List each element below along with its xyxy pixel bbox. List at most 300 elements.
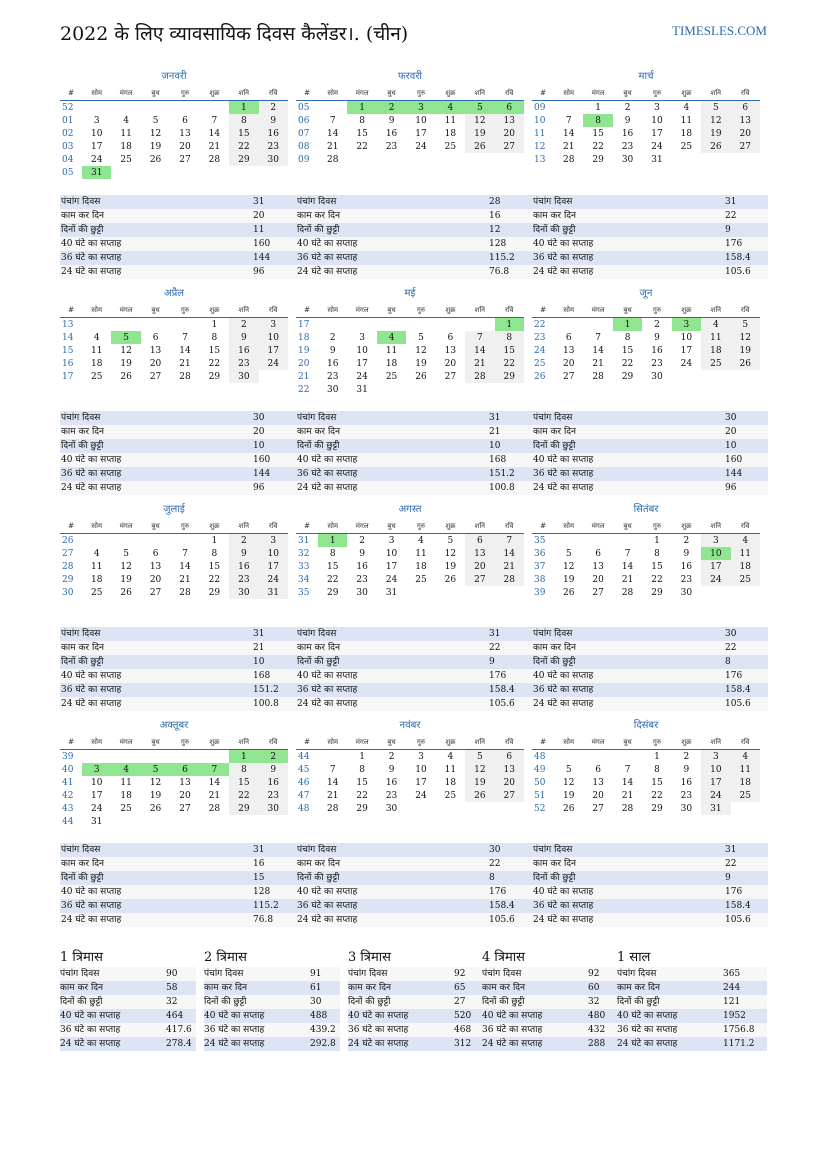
summary-row — [60, 1023, 196, 1037]
stat-row — [60, 265, 296, 279]
stat-row — [60, 641, 296, 655]
stat-row — [296, 913, 532, 927]
weekday-header: गुरु — [642, 519, 671, 534]
stat-label: पंचांग दिवस — [61, 413, 101, 423]
summary-value: 27 — [454, 997, 466, 1007]
day-cell: 27 — [179, 154, 191, 165]
empty-cell — [495, 383, 524, 396]
summary-row — [348, 967, 484, 981]
stat-label: 40 घंटे का सप्ताह — [533, 887, 594, 897]
stat-row — [296, 251, 532, 265]
stat-value: 10 — [253, 657, 265, 667]
month-stats — [296, 843, 532, 927]
day-cell: 19 — [149, 790, 162, 801]
day-cell: 26 — [562, 587, 575, 598]
weekend-day: 10 — [259, 547, 288, 560]
week-row — [60, 318, 288, 332]
stat-row — [296, 697, 532, 711]
stat-value: 158.4 — [725, 901, 751, 911]
empty-cell — [141, 101, 170, 115]
week-number: 32 — [296, 547, 318, 560]
summary-value: 278.4 — [166, 1039, 192, 1049]
month-calendar — [60, 70, 288, 179]
site-link[interactable]: TIMESLES.COM — [672, 23, 767, 38]
weekend-day: 27 — [495, 789, 524, 802]
weekend-day: 29 — [229, 802, 258, 815]
empty-cell — [731, 370, 760, 383]
summary-row — [348, 1009, 484, 1023]
day-cell: 26 — [120, 371, 132, 382]
summary-label: दिनों की छुट्टी — [204, 997, 247, 1007]
day-cell: 7 — [624, 548, 631, 559]
stat-label: काम कर दिन — [61, 211, 105, 221]
weekend-day: 7 — [495, 534, 524, 548]
day-cell: 21 — [621, 790, 634, 801]
stat-row — [532, 453, 768, 467]
day-cell: 11 — [120, 128, 132, 139]
day-cell: 9 — [359, 548, 365, 559]
week-row — [532, 802, 760, 815]
empty-cell — [229, 815, 258, 828]
stat-row — [532, 439, 768, 453]
summary-row — [60, 967, 196, 981]
stat-value: 16 — [489, 211, 501, 221]
weekday-header: शनि — [701, 519, 730, 534]
day-cell: 2 — [683, 535, 690, 546]
week-row — [60, 789, 288, 802]
week-row — [296, 101, 524, 115]
month-name: अप्रैल — [163, 288, 185, 299]
weekday-header: बुध — [377, 519, 406, 534]
empty-cell — [731, 586, 760, 599]
stat-value: 10 — [489, 441, 501, 451]
summary-title: 2 त्रिमास — [204, 950, 247, 965]
day-cell: 29 — [621, 371, 634, 382]
day-cell: 3 — [654, 102, 660, 113]
weekday-header-row — [60, 519, 288, 534]
weekday-header: बुध — [141, 86, 170, 101]
weekend-day: 5 — [465, 750, 494, 764]
summary-row — [60, 995, 196, 1009]
stat-label: 36 घंटे का सप्ताह — [297, 901, 358, 911]
stat-value: 31 — [725, 197, 737, 207]
empty-cell — [406, 318, 435, 332]
weekend-day: 16 — [259, 127, 288, 140]
stat-value: 30 — [725, 413, 737, 423]
stat-label: 24 घंटे का सप्ताह — [533, 915, 594, 925]
day-cell: 11 — [90, 561, 103, 572]
week-row — [60, 763, 288, 776]
weekend-day: 3 — [701, 534, 730, 548]
weekday-header-row — [60, 735, 288, 750]
stat-row — [532, 209, 768, 223]
summary-value: 30 — [310, 997, 322, 1007]
stat-row — [296, 425, 532, 439]
day-cell: 28 — [326, 803, 339, 814]
weekday-header-row — [296, 519, 524, 534]
stat-value: 9 — [725, 225, 731, 235]
day-cell: 18 — [90, 358, 103, 369]
day-cell: 20 — [592, 790, 604, 801]
week-number: 16 — [60, 357, 82, 370]
week-row — [296, 547, 524, 560]
day-cell: 13 — [592, 777, 604, 788]
empty-cell — [436, 153, 465, 166]
weekday-header: सोम — [318, 519, 347, 534]
stat-row — [60, 411, 296, 425]
stat-label: 36 घंटे का सप्ताह — [533, 901, 594, 911]
week-number: 05 — [60, 166, 82, 179]
stat-row — [60, 683, 296, 697]
stat-row — [296, 899, 532, 913]
weekend-day: 27 — [731, 140, 760, 153]
empty-cell — [170, 534, 199, 548]
week-number: 45 — [296, 763, 318, 776]
empty-cell — [347, 153, 376, 166]
day-cell: 6 — [152, 332, 159, 343]
stat-label: 36 घंटे का सप्ताह — [297, 685, 358, 695]
day-cell: 21 — [179, 358, 191, 369]
weekend-day: 6 — [465, 534, 494, 548]
weekday-header: मंगल — [111, 519, 140, 534]
stat-value: 144 — [725, 469, 743, 479]
weekday-header: शुक्र — [200, 735, 229, 750]
day-cell: 27 — [179, 803, 191, 814]
stat-label: दिनों की छुट्टी — [297, 873, 340, 883]
weekday-header: मंगल — [347, 303, 376, 318]
day-cell: 29 — [208, 371, 221, 382]
weekday-header: रवि — [259, 519, 288, 534]
week-number: 44 — [60, 815, 82, 828]
stat-value: 176 — [489, 671, 507, 681]
day-cell: 26 — [562, 803, 575, 814]
weekend-day: 15 — [229, 127, 258, 140]
day-cell: 5 — [418, 332, 424, 343]
weekend-day: 8 — [495, 331, 524, 344]
month-table — [60, 86, 288, 179]
day-cell: 25 — [444, 141, 457, 152]
day-cell: 2 — [329, 332, 336, 343]
week-number: 07 — [296, 127, 318, 140]
stat-value: 105.6 — [725, 267, 751, 277]
day-cell: 30 — [680, 803, 693, 814]
day-cell: 8 — [654, 548, 660, 559]
stat-label: 40 घंटे का सप्ताह — [533, 671, 594, 681]
summary-row — [617, 995, 767, 1009]
day-cell: 6 — [595, 764, 601, 775]
day-cell: 20 — [149, 574, 162, 585]
stat-label: दिनों की छुट्टी — [533, 873, 576, 883]
stat-row — [532, 899, 768, 913]
stat-value: 144 — [253, 469, 271, 479]
stat-row — [532, 251, 768, 265]
weekday-header: गुरु — [642, 303, 671, 318]
weekend-day: 3 — [259, 318, 288, 332]
stat-label: काम कर दिन — [297, 427, 341, 437]
weekday-header: गुरु — [170, 86, 199, 101]
month-stats — [60, 195, 296, 279]
summary-value: 1756.8 — [723, 1025, 755, 1035]
empty-cell — [731, 153, 760, 166]
stat-value: 20 — [253, 427, 265, 437]
day-cell: 17 — [385, 561, 398, 572]
stat-row — [296, 453, 532, 467]
summary-row — [482, 1037, 618, 1051]
day-cell: 25 — [680, 141, 693, 152]
month-stats — [60, 411, 296, 495]
month-table — [532, 303, 760, 383]
summary-value: 60 — [588, 983, 600, 993]
weekend-day: 20 — [495, 127, 524, 140]
day-cell: 8 — [211, 548, 218, 559]
summary-row — [348, 1037, 484, 1051]
empty-cell — [318, 750, 347, 764]
day-cell: 28 — [208, 154, 221, 165]
empty-cell — [583, 534, 612, 548]
week-row — [532, 318, 760, 332]
summary-rows — [348, 967, 484, 1051]
summary-label: 36 घंटे का सप्ताह — [617, 1025, 678, 1035]
day-cell: 28 — [621, 803, 634, 814]
day-cell: 27 — [592, 803, 604, 814]
week-row — [60, 776, 288, 789]
weekday-header: शुक्र — [200, 303, 229, 318]
stat-row — [296, 195, 532, 209]
stat-value: 105.6 — [725, 699, 751, 709]
weekday-header: शुक्र — [436, 303, 465, 318]
day-cell: 26 — [149, 154, 162, 165]
day-cell: 9 — [654, 332, 660, 343]
month-calendar — [296, 287, 524, 396]
stat-label: 36 घंटे का सप्ताह — [297, 469, 358, 479]
month-stats — [532, 411, 768, 495]
stat-label: 24 घंटे का सप्ताह — [533, 699, 594, 709]
day-cell: 18 — [120, 790, 132, 801]
day-cell: 23 — [621, 141, 634, 152]
stat-label: 24 घंटे का सप्ताह — [297, 699, 358, 709]
day-cell: 4 — [447, 751, 454, 762]
day-cell: 25 — [385, 371, 398, 382]
stat-label: 40 घंटे का सप्ताह — [61, 239, 122, 249]
day-cell: 13 — [149, 561, 162, 572]
holiday-day: 5 — [465, 101, 494, 115]
stat-row — [60, 251, 296, 265]
week-number: 14 — [60, 331, 82, 344]
empty-cell — [170, 815, 199, 828]
stat-label: दिनों की छुट्टी — [533, 657, 576, 667]
week-number: 52 — [60, 101, 82, 115]
weekday-header: मंगल — [347, 86, 376, 101]
day-cell: 2 — [359, 535, 365, 546]
day-cell: 16 — [651, 345, 663, 356]
empty-cell — [406, 586, 435, 599]
stat-label: 36 घंटे का सप्ताह — [61, 469, 122, 479]
summary-value: 61 — [310, 983, 322, 993]
week-row — [60, 166, 288, 179]
day-cell: 28 — [562, 154, 575, 165]
weekday-header: बुध — [377, 303, 406, 318]
week-row — [60, 534, 288, 548]
empty-cell — [495, 586, 524, 599]
day-cell: 25 — [90, 587, 103, 598]
summary-value: 488 — [310, 1011, 328, 1021]
week-number: 49 — [532, 763, 554, 776]
month-name: नवंबर — [399, 720, 421, 731]
week-number: 52 — [532, 802, 554, 815]
day-cell: 15 — [651, 561, 663, 572]
stat-label: पंचांग दिवस — [61, 197, 101, 207]
holiday-day: 2 — [377, 101, 406, 115]
summary-row — [348, 981, 484, 995]
day-cell: 24 — [90, 154, 103, 165]
weekend-day: 21 — [465, 357, 494, 370]
day-cell: 15 — [651, 777, 663, 788]
day-cell: 17 — [680, 345, 693, 356]
summary-value: 1952 — [723, 1011, 746, 1021]
stat-value: 22 — [725, 859, 737, 869]
empty-cell — [111, 101, 140, 115]
holiday-day: 1 — [347, 101, 376, 115]
day-cell: 6 — [152, 548, 159, 559]
weekend-day: 27 — [465, 573, 494, 586]
week-number: 10 — [532, 114, 554, 127]
day-cell: 30 — [680, 587, 693, 598]
weekend-day: 25 — [701, 357, 730, 370]
weekday-header: सोम — [82, 735, 111, 750]
holiday-day: 8 — [583, 114, 612, 127]
weekday-header: शनि — [465, 303, 494, 318]
weekday-header: शुक्र — [672, 86, 701, 101]
stat-value: 96 — [725, 483, 737, 493]
stat-label: काम कर दिन — [297, 211, 341, 221]
stat-value: 22 — [725, 643, 737, 653]
weekday-header-row — [296, 735, 524, 750]
summary-row — [204, 967, 340, 981]
stat-row — [60, 439, 296, 453]
week-row — [60, 153, 288, 166]
weekday-header: सोम — [318, 735, 347, 750]
empty-cell — [141, 815, 170, 828]
day-cell: 5 — [447, 535, 454, 546]
week-number: 25 — [532, 357, 554, 370]
stat-row — [296, 871, 532, 885]
day-cell: 19 — [120, 358, 132, 369]
day-cell: 4 — [123, 115, 129, 126]
week-row — [296, 573, 524, 586]
week-row — [532, 573, 760, 586]
month-stats — [60, 843, 296, 927]
month-table — [296, 735, 524, 815]
day-cell: 17 — [90, 790, 103, 801]
stat-label: काम कर दिन — [61, 859, 105, 869]
day-cell: 22 — [592, 141, 604, 152]
weekend-day: 15 — [229, 776, 258, 789]
month-name: जून — [639, 288, 653, 299]
summary-value: 480 — [588, 1011, 606, 1021]
week-number: 27 — [60, 547, 82, 560]
stat-row — [60, 481, 296, 495]
stat-label: काम कर दिन — [297, 859, 341, 869]
weekend-day: 5 — [701, 101, 730, 115]
weekday-header: मंगल — [111, 86, 140, 101]
week-number: 36 — [532, 547, 554, 560]
day-cell: 28 — [326, 154, 339, 165]
stat-label: 24 घंटे का सप्ताह — [297, 483, 358, 493]
stat-value: 12 — [489, 225, 501, 235]
day-cell: 11 — [120, 777, 132, 788]
holiday-day: 1 — [318, 534, 347, 548]
week-number: 47 — [296, 789, 318, 802]
stat-row — [60, 467, 296, 481]
day-cell: 24 — [415, 141, 427, 152]
week-number: 34 — [296, 573, 318, 586]
summary-row — [204, 981, 340, 995]
stat-label: 40 घंटे का सप्ताह — [61, 455, 122, 465]
week-row — [296, 344, 524, 357]
weekday-header: शनि — [701, 303, 730, 318]
stat-row — [60, 453, 296, 467]
stat-row — [296, 209, 532, 223]
day-cell: 2 — [654, 319, 660, 330]
weekday-header: बुध — [613, 86, 642, 101]
stat-value: 76.8 — [253, 915, 274, 925]
summary-row — [204, 995, 340, 1009]
weekday-header: मंगल — [583, 86, 612, 101]
stat-value: 105.6 — [489, 915, 515, 925]
stat-row — [532, 843, 768, 857]
summary-label: 40 घंटे का सप्ताह — [348, 1011, 409, 1021]
day-cell: 28 — [621, 587, 634, 598]
weekend-day: 13 — [495, 114, 524, 127]
summary-value: 464 — [166, 1011, 184, 1021]
empty-cell — [554, 318, 583, 332]
empty-cell — [406, 383, 435, 396]
day-cell: 1 — [211, 319, 218, 330]
weekend-day: 10 — [701, 763, 730, 776]
day-cell: 9 — [388, 764, 395, 775]
day-cell: 31 — [651, 154, 663, 165]
stat-row — [532, 683, 768, 697]
weekend-day: 28 — [495, 573, 524, 586]
week-number: 12 — [532, 140, 554, 153]
stat-label: 24 घंटे का सप्ताह — [61, 699, 122, 709]
month-table — [296, 519, 524, 599]
weekend-day: 24 — [259, 357, 288, 370]
week-row — [532, 140, 760, 153]
stat-row — [532, 237, 768, 251]
week-number: 15 — [60, 344, 82, 357]
day-cell: 21 — [208, 141, 221, 152]
stat-value: 11 — [253, 225, 265, 235]
holiday-day: 2 — [259, 750, 288, 764]
summary-title: 4 त्रिमास — [482, 950, 525, 965]
summary-value: 32 — [166, 997, 178, 1007]
day-cell: 14 — [621, 777, 634, 788]
day-cell: 5 — [565, 548, 572, 559]
weekday-header: # — [296, 303, 318, 318]
day-cell: 24 — [680, 358, 693, 369]
period-summary — [617, 949, 767, 1051]
weekday-header: बुध — [141, 735, 170, 750]
stat-value: 15 — [253, 873, 265, 883]
week-number: 03 — [60, 140, 82, 153]
weekday-header: गुरु — [406, 519, 435, 534]
day-cell: 11 — [385, 345, 398, 356]
summary-value: 439.2 — [310, 1025, 336, 1035]
day-cell: 16 — [326, 358, 339, 369]
week-row — [532, 547, 760, 560]
stat-value: 28 — [489, 197, 501, 207]
